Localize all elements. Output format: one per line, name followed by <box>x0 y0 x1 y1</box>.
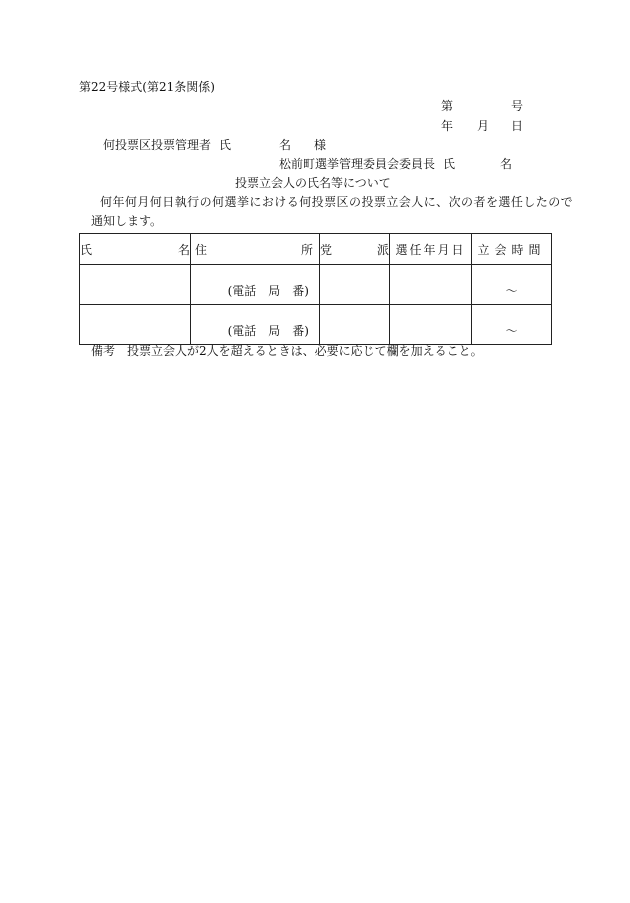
cell-attendance-hours: ～ <box>472 265 552 305</box>
header-attendance-hours: 立会時間 <box>472 234 552 265</box>
header-address: 住 所 <box>191 234 320 265</box>
cell-party <box>320 265 390 305</box>
body-line-1: 何年何月何日執行の何選挙における何投票区の投票立会人に、次の者を選任したので <box>100 195 574 209</box>
date-day: 日 <box>511 119 524 133</box>
remarks-note: 備考 投票立会人が2人を超えるときは、必要に応じて欄を加えること。 <box>91 344 483 358</box>
cell-address: (電話 局 番) <box>191 265 320 305</box>
addressee-shi: 氏 <box>219 138 232 152</box>
sender-title: 松前町選挙管理委員会委員長 <box>279 157 436 171</box>
header-party: 党 派 <box>320 234 390 265</box>
cell-address: (電話 局 番) <box>191 305 320 345</box>
addressee-title: 何投票区投票管理者 <box>103 138 212 152</box>
cell-appointed-date <box>390 305 472 345</box>
appointee-table <box>79 233 552 345</box>
sender-mei: 名 <box>500 157 513 171</box>
addressee-sama: 様 <box>314 138 327 152</box>
sender-shi: 氏 <box>443 157 456 171</box>
cell-party <box>320 305 390 345</box>
number-prefix: 第 <box>441 99 454 113</box>
addressee-mei: 名 <box>279 138 292 152</box>
number-suffix: 号 <box>511 99 524 113</box>
table-row <box>80 265 552 305</box>
subject: 投票立会人の氏名等について <box>235 176 391 190</box>
body-line-2: 通知します。 <box>91 214 163 228</box>
header-name: 氏 名 <box>80 234 191 265</box>
table-header-row <box>80 234 552 265</box>
cell-appointed-date <box>390 265 472 305</box>
date-month: 月 <box>477 119 490 133</box>
date-year: 年 <box>441 119 454 133</box>
table-row <box>80 305 552 345</box>
cell-name <box>80 305 191 345</box>
header-appointed-date: 選任年月日 <box>390 234 472 265</box>
form-number: 第22号様式(第21条関係) <box>79 80 215 94</box>
cell-name <box>80 265 191 305</box>
cell-attendance-hours: ～ <box>472 305 552 345</box>
